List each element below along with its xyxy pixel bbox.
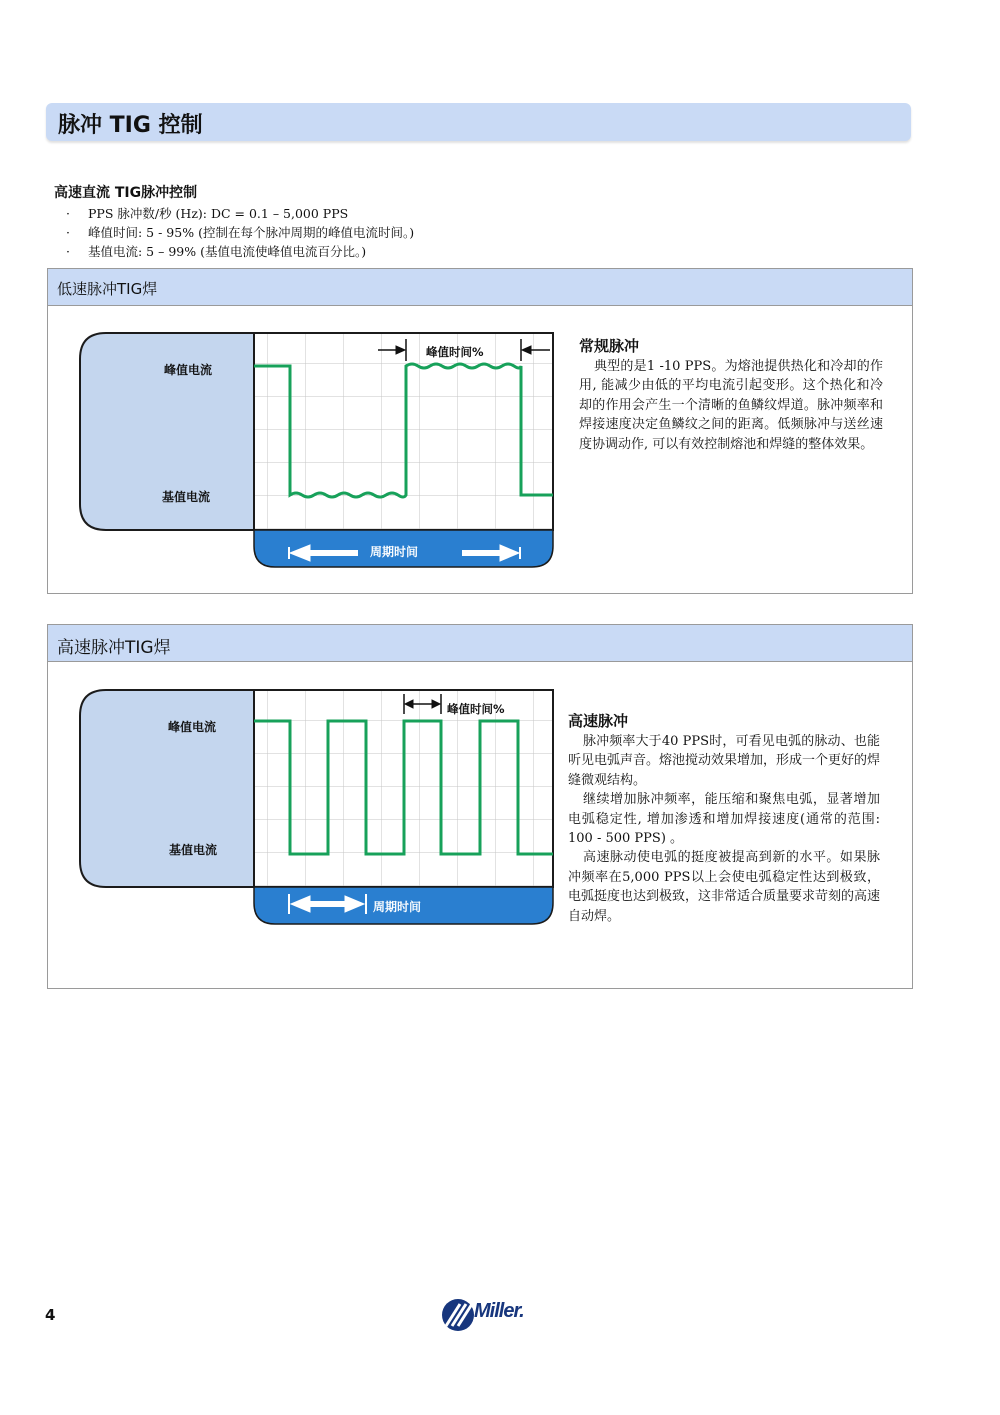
fast-pulse-header [48, 625, 912, 662]
fast-period-label: 周期时间 [373, 900, 422, 914]
fast-desc-text: 高速脉动使电弧的挺度被提高到新的水平。如果脉冲频率在5,000 PPS以上会使电弧稳定性达到极致，电弧挺度也达到极致，这非常适合质量要求苛刻的高速自动焊。 [568, 850, 881, 924]
brand-name: Miller. [474, 1300, 524, 1322]
fast-description [568, 710, 880, 926]
intro-item: · 峰值时间: 5 - 95% (控制在每个脉冲周期的峰值电流时间。) [54, 223, 894, 242]
slow-pulse-header [48, 269, 912, 306]
slow-pulse-diagram [78, 331, 558, 571]
slow-period-label: 周期时间 [370, 545, 419, 559]
fast-desc-title: 高速脉冲 [568, 712, 629, 730]
page-title-bar [46, 103, 911, 141]
fast-desc-text: 脉冲频率大于40 PPS时，可看见电弧的脉动、也能听见电弧声音。熔池搅动效果增加，形成一个更好的焊缝微观结构。 [568, 734, 881, 788]
slow-peak-time-label: 峰值时间% [426, 345, 484, 359]
slow-description [579, 335, 883, 454]
slow-desc-text: 典型的是1 -10 PPS。为熔池提供热化和冷却的作用, 能减少由低的平均电流引起变形。这个热化和冷却的作用会产生一个清晰的鱼鳞纹焊道。脉冲频率和焊接速度决定鱼鳞纹之间的距离。低频脉冲与送丝速度协调动作, 可以有效控制熔池和焊缝的整体效果。 [579, 359, 883, 452]
intro-item: · 基值电流: 5 – 99% (基值电流使峰值电流百分比。) [54, 242, 894, 261]
slow-base-label: 基值电流 [162, 490, 211, 504]
fast-pulse-panel [47, 624, 913, 989]
intro-list [54, 204, 894, 261]
slow-pulse-title: 低速脉冲TIG焊 [57, 280, 158, 298]
fast-peak-label: 峰值电流 [168, 720, 217, 734]
fast-pulse-diagram [78, 688, 558, 928]
intro-heading: 高速直流 TIG脉冲控制 [54, 185, 198, 201]
fast-base-label: 基值电流 [169, 843, 218, 857]
intro-section [54, 182, 894, 261]
fast-desc-text: 继续增加脉冲频率，能压缩和聚焦电弧，显著增加电弧稳定性, 增加渗透和增加焊接速度(通常的范围: 100 - 500 PPS) 。 [568, 792, 880, 847]
slow-desc-title: 常规脉冲 [579, 337, 640, 355]
slow-peak-label: 峰值电流 [164, 363, 213, 377]
fast-pulse-title: 高速脉冲TIG焊 [57, 638, 171, 658]
page-title: 脉冲 TIG 控制 [58, 113, 203, 138]
fast-label-panel [80, 690, 254, 887]
slow-pulse-panel [47, 268, 913, 594]
intro-item: · PPS 脉冲数/秒 (Hz): DC = 0.1 – 5,000 PPS [54, 204, 894, 223]
page-number: 4 [45, 1306, 56, 1324]
fast-peak-time-label: 峰值时间% [447, 702, 505, 716]
